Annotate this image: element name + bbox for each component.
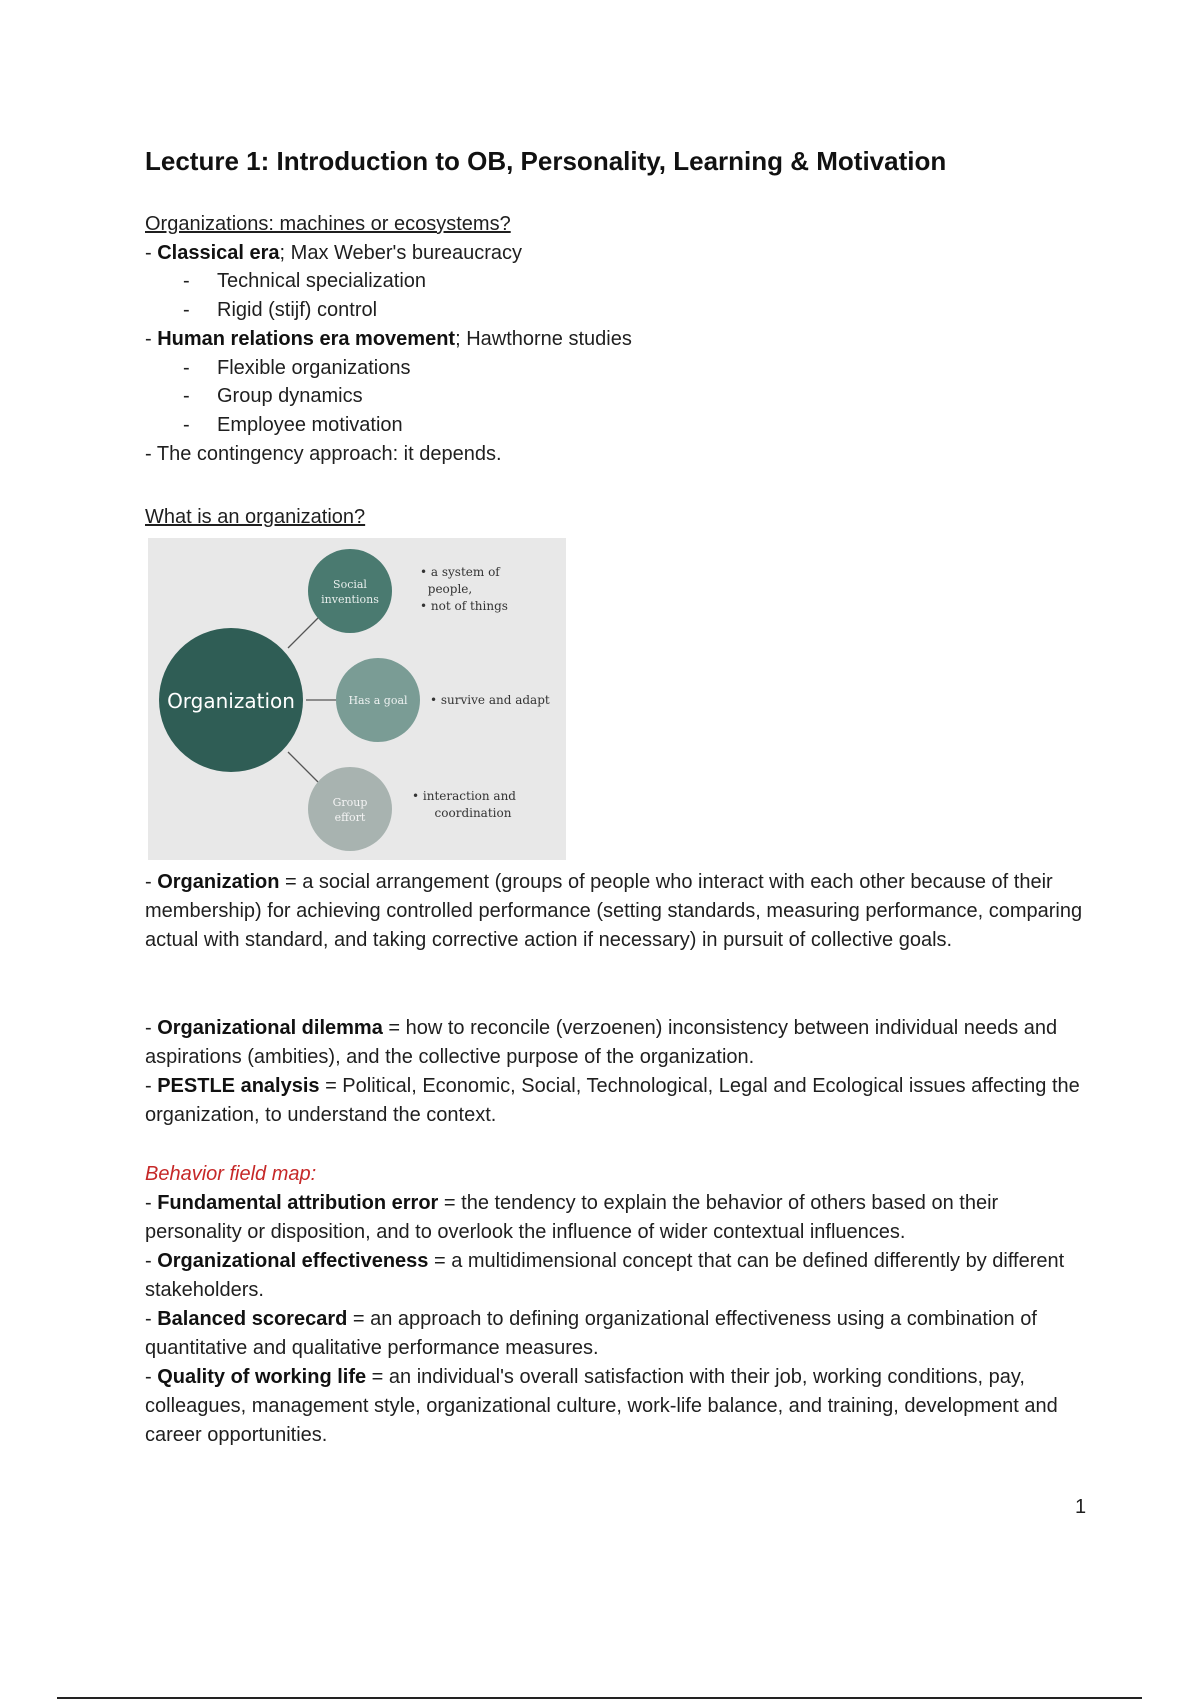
node-label: effort	[334, 811, 366, 824]
bold-term: Fundamental attribution error	[157, 1192, 439, 1214]
bold-term: Organization	[157, 871, 280, 893]
page-title: Lecture 1: Introduction to OB, Personality, Learning & Motivation	[145, 146, 947, 176]
bold-term: Quality of working life	[157, 1366, 367, 1388]
node-bullet: people,	[427, 582, 473, 596]
node-circle	[308, 549, 392, 633]
list-item: - Rigid (stijf) control	[183, 299, 378, 322]
definition-text: = Political, Economic, Social, Technological, Legal and Ecological issues affecting the organization, to understand the context.	[145, 1075, 1080, 1126]
node-bullet: • interaction and	[412, 789, 516, 803]
section-heading: Organizations: machines or ecosystems?	[145, 213, 511, 235]
node-label: Has a goal	[348, 694, 408, 707]
list-item: - Flexible organizations	[183, 356, 411, 379]
definitions-group-1	[145, 868, 1090, 955]
classical-line	[145, 239, 632, 268]
node-bullet: • survive and adapt	[430, 693, 550, 707]
definition: - Organizational dilemma = how to reconcile (verzoenen) inconsistency between individual needs and aspirations (ambities), and the collective purpose of the organization.	[145, 1017, 1058, 1068]
list-item: - Technical specialization	[183, 270, 427, 293]
organization-diagram	[148, 538, 566, 860]
node-bullet: coordination	[434, 806, 512, 820]
definition: - PESTLE analysis = Political, Economic, Social, Technological, Legal and Ecological issues affecting the organization, to understand the context.	[145, 1075, 1080, 1126]
definition-text: = a social arrangement (groups of people who interact with each other because of their membership) for achieving controlled performance (setting standards, measuring performance, comparing actual with standard, and taking corrective action if necessary) in pursuit of collective goals.	[145, 871, 1083, 951]
list-item-text: Flexible organizations	[217, 356, 411, 379]
definition-text: = the tendency to explain the behavior of others based on their personality or disposition, and to overlook the influence of wider contextual influences.	[145, 1192, 999, 1243]
definition: - Organization = a social arrangement (groups of people who interact with each other because of their membership) for achieving controlled performance (setting standards, measuring performance, comparing actual with standard, and taking corrective action if necessary) in pursuit of collective goals.	[145, 871, 1083, 951]
node-bullet: • not of things	[420, 599, 508, 613]
definition-text: = an approach to defining organizational effectiveness using a combination of quantitative and qualitative performance measures.	[145, 1308, 1037, 1359]
dash-prefix: -	[145, 327, 158, 350]
node-label: Group	[332, 796, 368, 809]
definition-text: = an individual's overall satisfaction with their job, working conditions, pay, colleagues, management style, organizational culture, work-life balance, and training, development and career opportunities.	[145, 1366, 1058, 1446]
contingency-line: - The contingency approach: it depends.	[145, 442, 502, 465]
dash-prefix: -	[145, 241, 158, 264]
bold-term: Human relations era movement	[157, 327, 456, 350]
list-item: - Group dynamics	[183, 385, 363, 408]
node-circle	[308, 767, 392, 851]
term-rest: ; Max Weber's bureaucracy	[279, 241, 522, 264]
definition: - Fundamental attribution error = the tendency to explain the behavior of others based on their personality or disposition, and to overlook the influence of wider contextual influences.	[145, 1192, 999, 1243]
section-heading: What is an organization?	[145, 506, 366, 528]
bold-term: Classical era	[157, 241, 280, 264]
node-bullet: • a system of	[420, 565, 500, 579]
definitions-group-3	[145, 1189, 1090, 1450]
term-rest: ; Hawthorne studies	[455, 327, 632, 350]
page-bottom-rule	[57, 1697, 1142, 1699]
center-label: Organization	[167, 689, 295, 713]
section-heading-red: Behavior field map:	[145, 1163, 317, 1185]
bold-term: Organizational dilemma	[157, 1017, 383, 1039]
definition-text: = how to reconcile (verzoenen) inconsistency between individual needs and aspirations (ambities), and the collective purpose of the organization.	[145, 1017, 1058, 1068]
node-label: Social	[333, 578, 367, 591]
list-item-text: Rigid (stijf) control	[217, 299, 378, 322]
list-item-text: Technical specialization	[217, 270, 427, 293]
list-item-text: Group dynamics	[217, 385, 363, 408]
list-item-text: Employee motivation	[217, 413, 403, 436]
bold-term: Balanced scorecard	[157, 1308, 348, 1330]
human-relations-line	[145, 325, 632, 354]
list-item: - Employee motivation	[183, 413, 403, 436]
section-machines	[145, 210, 632, 468]
definition-text: = a multidimensional concept that can be defined differently by different stakeholders.	[145, 1250, 1065, 1301]
definition: - Organizational effectiveness = a multidimensional concept that can be defined differently by different stakeholders.	[145, 1250, 1065, 1301]
page-number: 1	[1075, 1496, 1087, 1518]
definitions-group-2	[145, 1014, 1090, 1130]
organization-diagram-svg	[148, 538, 566, 860]
node-label: inventions	[321, 593, 379, 606]
definition: - Balanced scorecard = an approach to defining organizational effectiveness using a combination of quantitative and qualitative performance measures.	[145, 1308, 1037, 1359]
bold-term: Organizational effectiveness	[157, 1250, 429, 1272]
definition: - Quality of working life = an individual's overall satisfaction with their job, working conditions, pay, colleagues, management style, organizational culture, work-life balance, and training, development and career opportunities.	[145, 1366, 1058, 1446]
bold-term: PESTLE analysis	[157, 1075, 320, 1097]
